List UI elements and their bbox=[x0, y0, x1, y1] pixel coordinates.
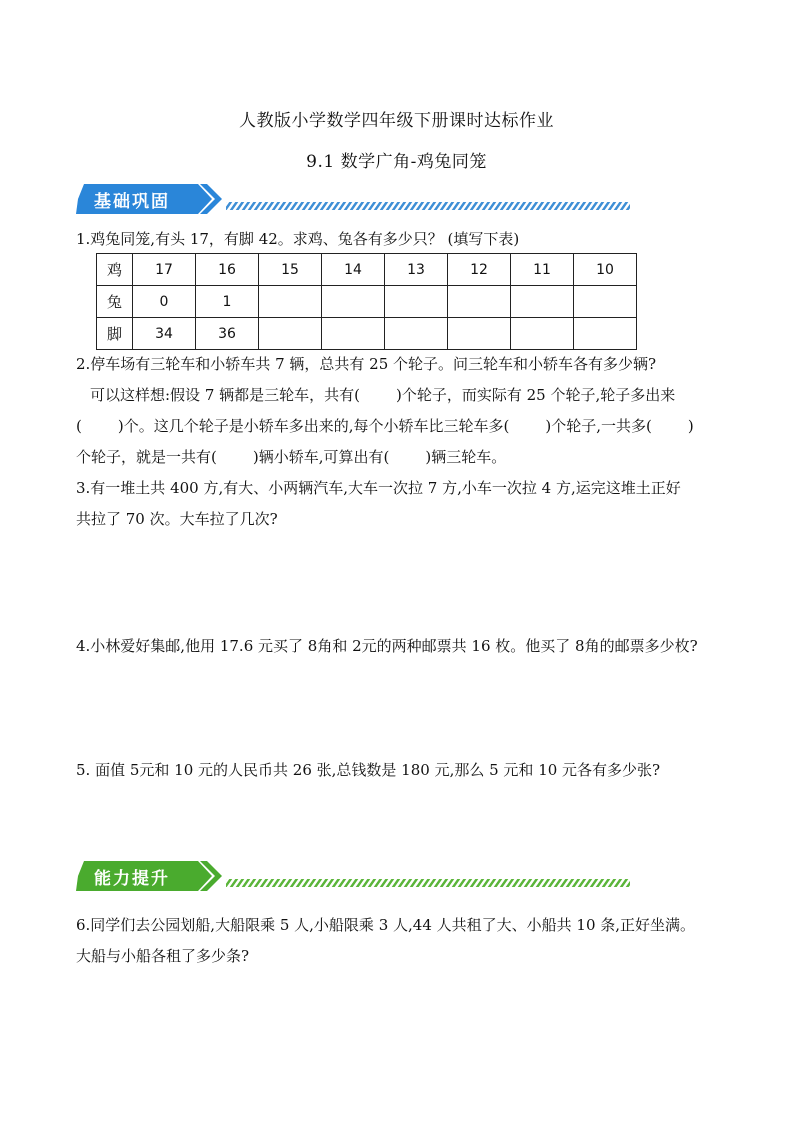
row-label-feet: 脚 bbox=[97, 318, 133, 350]
question-1 bbox=[76, 224, 736, 255]
question-1-text: 1.鸡兔同笼,有头 17，有脚 42。求鸡、兔各有多少只？ (填写下表) bbox=[76, 230, 520, 248]
table-cell: 16 bbox=[196, 254, 259, 286]
hint-text: )个。这几个轮子是小轿车多出来的,每个小轿车比三轮车多( bbox=[117, 417, 510, 435]
hint-text: ) bbox=[687, 417, 694, 435]
question-2-text: 2.停车场有三轮车和小轿车共 7 辆，总共有 25 个轮子。问三轮车和小轿车各有多少辆? bbox=[76, 355, 657, 373]
question-4-text: 4.小林爱好集邮,他用 17.6 元买了 8角和 2元的两种邮票共 16 枚。他买了 8角的邮票多少枚? bbox=[76, 637, 698, 655]
lesson-subtitle: 9.1 数学广角-鸡兔同笼 bbox=[306, 152, 487, 172]
table-cell: 12 bbox=[448, 254, 511, 286]
question-6-text-line-1: 6.同学们去公园划船,大船限乘 5 人,小船限乘 3 人,44 人共租了大、小船共 10 条,正好坐满。 bbox=[76, 916, 696, 934]
question-4 bbox=[76, 631, 736, 662]
table-cell: 17 bbox=[133, 254, 196, 286]
question-6 bbox=[76, 910, 736, 972]
table-cell: 1 bbox=[196, 286, 259, 318]
row-label-rabbit: 兔 bbox=[97, 286, 133, 318]
table-cell: 36 bbox=[196, 318, 259, 350]
row-label-chicken: 鸡 bbox=[97, 254, 133, 286]
table-cell: 15 bbox=[259, 254, 322, 286]
table-cell-blank[interactable] bbox=[322, 286, 385, 318]
hint-text: 个轮子，就是一共有( bbox=[76, 448, 217, 466]
table-cell-blank[interactable] bbox=[574, 318, 637, 350]
hint-text: 可以这样想:假设 7 辆都是三轮车，共有( bbox=[90, 386, 360, 404]
table-row-chicken bbox=[97, 254, 637, 286]
table-cell-blank[interactable] bbox=[448, 286, 511, 318]
table-row-feet bbox=[97, 318, 637, 350]
section-banner-advanced bbox=[76, 858, 636, 894]
question-6-text-line-2: 大船与小船各租了多少条? bbox=[76, 947, 250, 965]
question-3-text-line-1: 3.有一堆土共 400 方,有大、小两辆汽车,大车一次拉 7 方,小车一次拉 4 方,运完这堆土正好 bbox=[76, 479, 681, 497]
chicken-rabbit-table bbox=[96, 253, 637, 350]
table-cell-blank[interactable] bbox=[574, 286, 637, 318]
hint-text: )个轮子，而实际有 25 个轮子,轮子多出来 bbox=[396, 386, 676, 404]
table-cell-blank[interactable] bbox=[385, 286, 448, 318]
worksheet-title: 人教版小学数学四年级下册课时达标作业 bbox=[239, 111, 554, 131]
hint-text: )个轮子,一共多( bbox=[545, 417, 652, 435]
table-cell: 10 bbox=[574, 254, 637, 286]
question-2-hint-line-3 bbox=[76, 442, 736, 473]
table-cell: 34 bbox=[133, 318, 196, 350]
table-cell: 11 bbox=[511, 254, 574, 286]
section-label-basic: 基础巩固 bbox=[94, 192, 170, 212]
table-cell-blank[interactable] bbox=[385, 318, 448, 350]
hint-text: ( bbox=[76, 417, 82, 435]
table-cell-blank[interactable] bbox=[259, 318, 322, 350]
question-2-hint-line-2 bbox=[76, 411, 736, 442]
question-5 bbox=[76, 755, 736, 786]
question-2-hint-line-1 bbox=[76, 380, 736, 411]
section-label-advanced: 能力提升 bbox=[94, 869, 170, 889]
question-3-text-line-2: 共拉了 70 次。大车拉了几次? bbox=[76, 510, 278, 528]
hint-text: )辆小轿车,可算出有( bbox=[252, 448, 390, 466]
question-3 bbox=[76, 473, 736, 535]
question-2 bbox=[76, 349, 736, 473]
table-cell-blank[interactable] bbox=[322, 318, 385, 350]
table-cell-blank[interactable] bbox=[259, 286, 322, 318]
table-row-rabbit bbox=[97, 286, 637, 318]
table-cell: 13 bbox=[385, 254, 448, 286]
question-5-text: 5. 面值 5元和 10 元的人民币共 26 张,总钱数是 180 元,那么 5 元和 10 元各有多少张? bbox=[76, 761, 661, 779]
table-cell: 14 bbox=[322, 254, 385, 286]
hint-text: )辆三轮车。 bbox=[425, 448, 507, 466]
section-banner-basic bbox=[76, 181, 636, 217]
table-cell-blank[interactable] bbox=[511, 318, 574, 350]
table-cell: 0 bbox=[133, 286, 196, 318]
table-cell-blank[interactable] bbox=[511, 286, 574, 318]
table-cell-blank[interactable] bbox=[448, 318, 511, 350]
